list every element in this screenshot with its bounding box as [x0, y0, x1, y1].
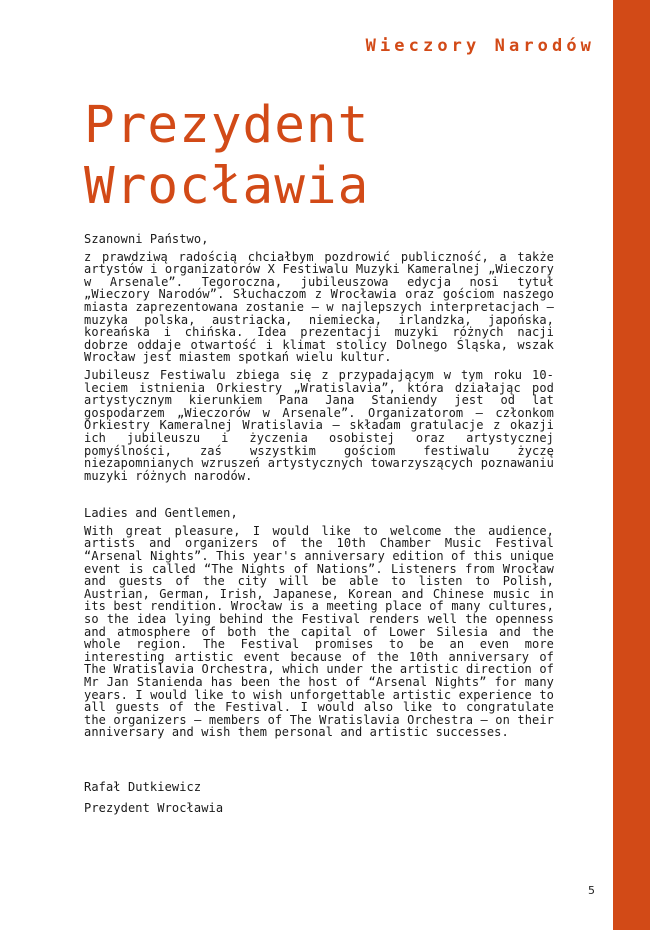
polish-paragraph-1: z prawdziwą radością chciałbym pozdrowić publiczność, a także artystów i organizatorów X Festiwalu Muzyki Kameralnej „Wieczory w Arsenale”. Tegoroczna, jubileuszowa edycja nosi tytuł „Wieczory Narodów”. Słuchaczom z Wrocławia oraz gościom naszego miasta zaprezentowana zostanie – w najlepszych interpretacjach – muzyka polska, austriacka, niemiecka, irlandzka, japońska, koreańska i chińska. Idea prezentacji muzyki różnych nacji dobrze oddaje otwartość i klimat stolicy Dolnego Śląska, wszak Wrocław jest miastem spotkań wielu kultur.	[84, 249, 554, 365]
section-title: Wieczory Narodów	[365, 36, 595, 56]
page-number: 5	[588, 884, 595, 897]
page-title-line-2: Wrocławia	[84, 157, 370, 216]
polish-salutation: Szanowni Państwo,	[84, 232, 209, 246]
section-spacer	[84, 482, 554, 507]
english-salutation: Ladies and Gentlemen,	[84, 506, 238, 521]
signature-spacer	[84, 739, 554, 777]
english-paragraph-1: With great pleasure, I would like to welcome the audience, artists and organizers of the 10th Chamber Music Festival “Arsenal Nights”. This year's anniversary edition of this unique event is called “The Nights of Nations”. Listeners from Wrocław and guests of the city will be able to listen to Polish, Austrian, German, Irish, Japanese, Korean and Chinese music in its best rendition. Wrocław is a meeting place of many cultures, so the idea lying behind the Festival renders well the openness and atmosphere of both the capital of Lower Silesia and the whole region. The Festival promises to be an even more interesting artistic event because of the 10th anniversary of The Wratislavia Orchestra, which under the artistic direction of Mr Jan Stanienda has been the host of “Arsenal Nights” for many years. I would like to wish unforgettable artistic experience to all guests of the Festival. I would also like to congratulate the organizers – members of The Wratislavia Orchestra – on their anniversary and wish them personal and artistic successes.	[84, 523, 554, 740]
page-title-line-1: Prezydent	[84, 96, 370, 155]
side-accent-bar	[613, 0, 650, 930]
signature-name: Rafał Dutkiewicz	[84, 779, 202, 794]
page-title	[84, 95, 369, 217]
signature-block	[84, 777, 554, 819]
signature-role: Prezydent Wrocławia	[84, 800, 224, 815]
polish-paragraph-2: Jubileusz Festiwalu zbiega się z przypadającym w tym roku 10-leciem istnienia Orkiestry „Wratislavia”, która działając pod artystycznym kierunkiem Pana Jana Staniendy jest od lat gospodarzem „Wieczorów w Arsenale”. Organizatorom – członkom Orkiestry Kameralnej Wratislavia – składam gratulacje z okazji ich jubileuszu i życzenia osobistej oraz artystycznej pomyślności, zaś wszystkim gościom festiwalu życzę niezapomnianych wzruszeń artystycznych towarzyszących poznawaniu muzyki różnych narodów.	[84, 367, 554, 483]
letter-body	[84, 233, 554, 819]
